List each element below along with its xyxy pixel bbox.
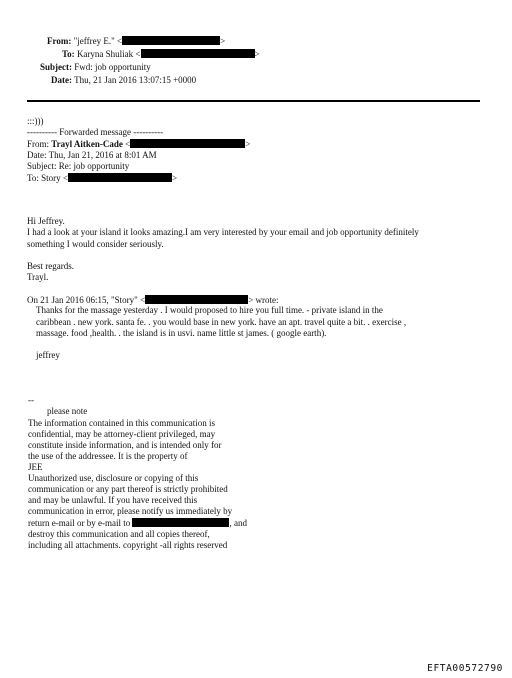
quote-intro-start: On 21 Jan 2016 06:15, "Story" < bbox=[27, 295, 146, 305]
disclaimer-line: confidential, may be attorney-client privileged, may bbox=[28, 429, 216, 439]
redaction-box bbox=[122, 36, 220, 45]
header-subject-row bbox=[40, 63, 151, 72]
redaction-box bbox=[145, 295, 248, 304]
disclaimer-line: communication in error, please notify us immediately by bbox=[28, 506, 233, 516]
signature: Trayl. bbox=[27, 272, 49, 282]
quote-signature: jeffrey bbox=[36, 350, 60, 360]
fwd-to-label: To: Story < bbox=[27, 173, 68, 183]
quote-line: massage. food ,health. . the island is in usvi. name little st james. ( google earth). bbox=[36, 328, 327, 338]
redaction-box bbox=[130, 139, 245, 148]
disclaimer-note: please note bbox=[47, 406, 88, 416]
fwd-to-close: > bbox=[171, 173, 178, 183]
paragraph-line: something I would consider seriously. bbox=[27, 239, 164, 249]
smiley-text: :::))) bbox=[27, 116, 44, 126]
date-label: Date: bbox=[51, 75, 72, 85]
from-close: > bbox=[220, 36, 226, 46]
document-id: EFTA00572790 bbox=[427, 663, 503, 674]
to-value: Karyna Shuliak < bbox=[76, 49, 141, 59]
fwd-from-open: < bbox=[122, 139, 131, 149]
redaction-box bbox=[132, 518, 229, 527]
subject-value: Fwd: job opportunity bbox=[74, 62, 151, 72]
forwarded-header: ---------- Forwarded message ---------- bbox=[27, 127, 164, 137]
fwd-from-close: > bbox=[245, 139, 251, 149]
quote-line: Thanks for the massage yesterday . I would proposed to hire you full time. - private island in the bbox=[36, 305, 383, 315]
disclaimer-line: constitute inside information, and is intended only for bbox=[28, 440, 222, 450]
from-value: "jeffrey E." < bbox=[73, 36, 123, 46]
header-date-row bbox=[51, 76, 196, 85]
disclaimer-line: the use of the addressee. It is the property of bbox=[28, 451, 188, 461]
fwd-from-label: From: bbox=[27, 139, 52, 149]
from-label: From: bbox=[47, 36, 72, 46]
disclaimer-line: including all attachments. copyright -all rights reserved bbox=[28, 540, 228, 550]
date-value: Thu, 21 Jan 2016 13:07:15 +0000 bbox=[74, 75, 197, 85]
paragraph-line: I had a look at your island it looks amazing.I am very interested by your email and job opportunity definitely bbox=[27, 227, 419, 237]
disclaimer-email-start: return e-mail or by e-mail to bbox=[28, 518, 133, 528]
fwd-from-name: Trayl Aitken-Cade bbox=[51, 139, 123, 149]
to-close: > bbox=[254, 49, 260, 59]
greeting: Hi Jeffrey. bbox=[27, 216, 65, 226]
quote-intro bbox=[27, 295, 279, 305]
disclaimer-line: and may be unlawful. If you have received this bbox=[28, 495, 198, 505]
disclaimer-line: destroy this communication and all copies thereof, bbox=[28, 529, 210, 539]
fwd-to-row bbox=[27, 173, 177, 183]
disclaimer-dash: -- bbox=[28, 395, 34, 405]
header-to-row bbox=[62, 49, 260, 59]
header-divider bbox=[27, 100, 480, 102]
fwd-from-row bbox=[27, 139, 250, 149]
to-label: To: bbox=[62, 49, 75, 59]
quote-intro-end: > wrote: bbox=[248, 295, 279, 305]
fwd-date: Date: Thu, Jan 21, 2016 at 8:01 AM bbox=[27, 150, 157, 160]
closing-regards: Best regards. bbox=[27, 261, 74, 271]
fwd-subject: Subject: Re: job opportunity bbox=[27, 161, 130, 171]
disclaimer-line: communication or any part thereof is strictly prohibited bbox=[28, 484, 228, 494]
disclaimer-line: JEE bbox=[28, 462, 43, 472]
redaction-box bbox=[68, 173, 172, 182]
subject-label: Subject: bbox=[40, 62, 72, 72]
disclaimer-line: The information contained in this communication is bbox=[28, 418, 215, 428]
disclaimer-email-end: , and bbox=[229, 518, 247, 528]
disclaimer-line: Unauthorized use, disclosure or copying of this bbox=[28, 473, 199, 483]
quote-line: caribbean . new york. santa fe. . you would base in new york. have an apt. travel quite a bit. . exercise , bbox=[36, 317, 407, 327]
header-from-row bbox=[47, 36, 225, 46]
disclaimer-email-line bbox=[28, 518, 247, 528]
redaction-box bbox=[141, 49, 255, 58]
